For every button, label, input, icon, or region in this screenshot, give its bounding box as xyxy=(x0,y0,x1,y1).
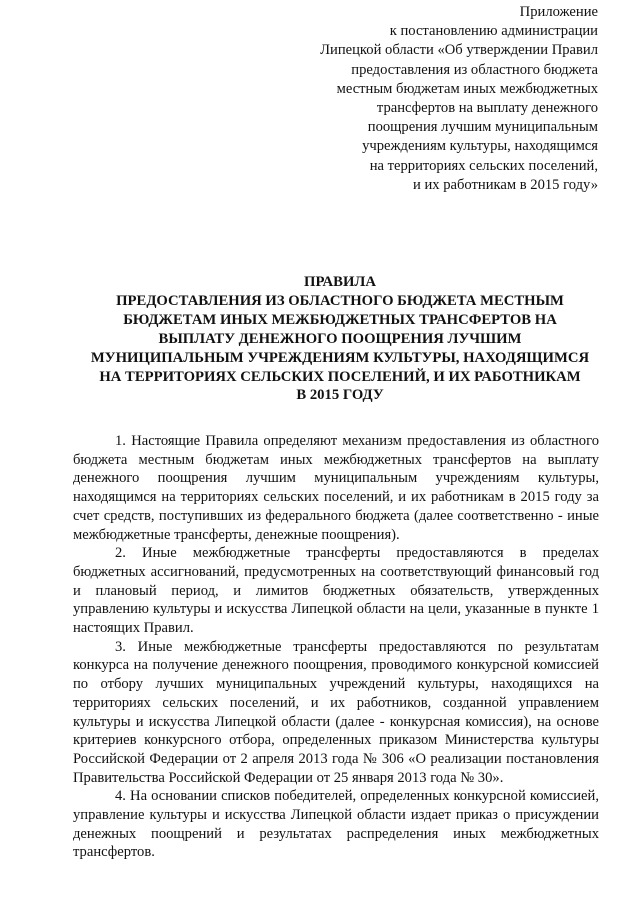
paragraph-2: 2. Иные межбюджетные трансферты предоставляются в пределах бюджетных ассигнований, предусмотренных на соответствующий финансовый год и плановый период, и лимитов бюджетных обязательств, утвержденных управлению культуры и искусства Липецкой области на цели, указанные в пункте 1 настоящих Правил. xyxy=(73,545,599,637)
appendix-line: предоставления из областного бюджета xyxy=(351,61,598,78)
appendix-line: Липецкой области «Об утверждении Правил xyxy=(320,42,598,59)
document-body xyxy=(73,432,599,862)
document-title xyxy=(70,273,610,405)
appendix-line: на территориях сельских поселений, xyxy=(369,157,598,174)
appendix-line: поощрения лучшим муниципальным xyxy=(367,119,598,136)
appendix-line: Приложение xyxy=(519,4,598,20)
title-line: НА ТЕРРИТОРИЯХ СЕЛЬСКИХ ПОСЕЛЕНИЙ, И ИХ РАБОТНИКАМ xyxy=(99,368,581,385)
appendix-note xyxy=(298,3,598,195)
appendix-line: к постановлению администрации xyxy=(389,23,598,40)
title-line: ПРЕДОСТАВЛЕНИЯ ИЗ ОБЛАСТНОГО БЮДЖЕТА МЕСТНЫМ xyxy=(116,292,564,309)
title-line: В 2015 ГОДУ xyxy=(296,387,384,404)
title-line: ВЫПЛАТУ ДЕНЕЖНОГО ПООЩРЕНИЯ ЛУЧШИМ xyxy=(158,330,522,347)
appendix-line: местным бюджетам иных межбюджетных xyxy=(336,80,598,97)
paragraph-3: 3. Иные межбюджетные трансферты предоставляются по результатам конкурса на получение денежного поощрения, проводимого конкурсной комиссией по отбору лучших муниципальных учреждений культуры, находящихся на территориях сельских поселений, и их работников, созданной управлением культуры и искусства Липецкой области (далее - конкурсная комиссия), на основе критериев конкурсного отбора, определенных приказом Министерства культуры Российской Федерации от 2 апреля 2013 года № 306 «О реализации постановления Правительства Российской Федерации от 25 января 2013 года № 30». xyxy=(73,638,599,786)
paragraph-1: 1. Настоящие Правила определяют механизм предоставления из областного бюджета местным бюджетам иных межбюджетных трансфертов на выплату денежного поощрения лучшим муниципальным учреждениям культуры, находящимся на территориях сельских поселений, и их работникам в 2015 году за счет средств, поступивших из федерального бюджета (далее соответственно - иные межбюджетные трансферты, денежные поощрения). xyxy=(73,433,599,543)
title-line: МУНИЦИПАЛЬНЫМ УЧРЕЖДЕНИЯМ КУЛЬТУРЫ, НАХОДЯЩИМСЯ xyxy=(90,349,590,366)
title-line: БЮДЖЕТАМ ИНЫХ МЕЖБЮДЖЕТНЫХ ТРАНСФЕРТОВ НА xyxy=(123,311,557,328)
title-line: ПРАВИЛА xyxy=(304,274,376,290)
appendix-line: и их работникам в 2015 году» xyxy=(412,176,598,193)
appendix-line: трансфертов на выплату денежного xyxy=(376,100,598,117)
appendix-line: учреждениям культуры, находящимся xyxy=(362,138,598,155)
paragraph-4: 4. На основании списков победителей, определенных конкурсной комиссией, управление культуры и искусства Липецкой области издает приказ о присуждении денежных поощрений и результатах распределения иных межбюджетных трансфертов. xyxy=(73,788,599,861)
